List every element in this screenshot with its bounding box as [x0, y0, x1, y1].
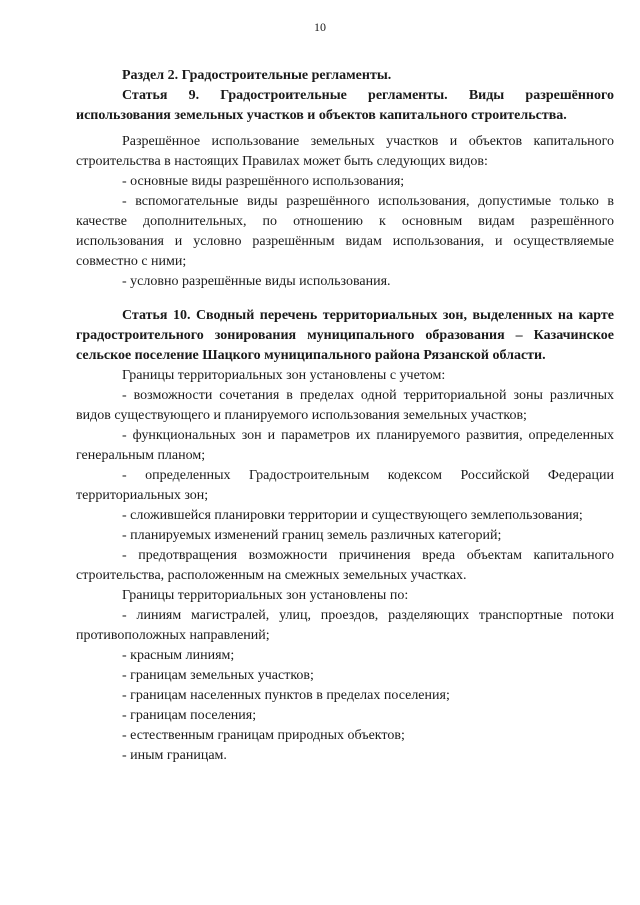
- list-item: - красным линиям;: [122, 648, 235, 663]
- zone-boundaries-by-intro: Границы территориальных зон установлены по:: [122, 588, 409, 603]
- list-item: - планируемых изменений границ земель различных категорий;: [122, 528, 502, 543]
- list-item: - функциональных зон и параметров их планируемого развития, определенных генеральным планом;: [76, 428, 614, 463]
- list-item: - границам земельных участков;: [122, 668, 314, 683]
- list-item: - границам поселения;: [122, 708, 257, 723]
- article-9-intro: Разрешённое использование земельных участков и объектов капитального строительства в настоящих Правилах может быть следующих видов:: [76, 134, 614, 169]
- list-item: - условно разрешённые виды использования.: [122, 274, 391, 289]
- list-item: - вспомогательные виды разрешённого использования, допустимые только в качестве дополнительных, по отношению к основным видам разрешённого использования и условно разрешённым видам использования, и осуществляемые совместно с ними;: [76, 194, 614, 269]
- list-item: - естественным границам природных объектов;: [122, 728, 405, 743]
- list-item: - сложившейся планировки территории и существующего землепользования;: [122, 508, 583, 523]
- list-item: - линиям магистралей, улиц, проездов, разделяющих транспортные потоки противоположных направлений;: [76, 608, 614, 643]
- article-9-title: Статья 9. Градостроительные регламенты. Виды разрешённого использования земельных участков и объектов капитального строительства.: [76, 88, 614, 123]
- zone-boundaries-intro: Границы территориальных зон установлены с учетом:: [122, 368, 446, 383]
- list-item: - предотвращения возможности причинения вреда объектам капитального строительства, расположенным на смежных земельных участках.: [76, 548, 614, 583]
- list-item: - границам населенных пунктов в пределах поселения;: [122, 688, 450, 703]
- list-item: - иным границам.: [122, 748, 227, 763]
- page-number: 10: [314, 20, 326, 34]
- section-title: Раздел 2. Градостроительные регламенты.: [122, 68, 392, 83]
- list-item: - основные виды разрешённого использования;: [122, 174, 405, 189]
- list-item: - возможности сочетания в пределах одной территориальной зоны различных видов существующего и планируемого использования земельных участков;: [76, 388, 614, 423]
- list-item: - определенных Градостроительным кодексом Российской Федерации территориальных зон;: [76, 468, 614, 503]
- article-10-title: Статья 10. Сводный перечень территориальных зон, выделенных на карте градостроительного зонирования муниципального образования – Казачинское сельское поселение Шацкого муниципального района Рязанской области.: [76, 308, 614, 363]
- page-content: [76, 66, 614, 766]
